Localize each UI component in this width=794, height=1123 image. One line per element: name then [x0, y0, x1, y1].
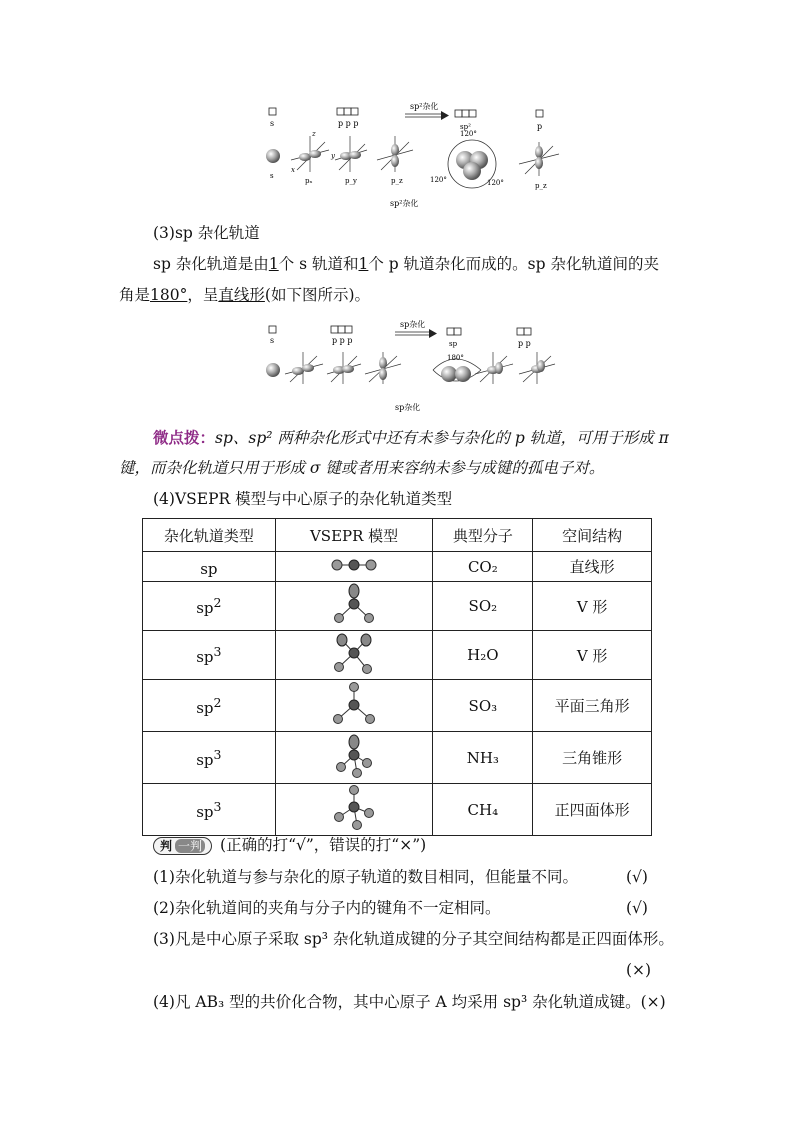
label-s-top: s: [270, 119, 275, 128]
model-trigonal-planar: [275, 680, 433, 732]
svg-text:y: y: [331, 152, 335, 160]
header-shape: 空间结构: [533, 519, 652, 552]
table-row: $sp^3$ H₂O V 形: [143, 631, 652, 680]
section4-heading: (4)VSEPR 模型与中心原子的杂化轨道类型: [153, 490, 453, 508]
model-tetrahedral-2lonepair: [275, 631, 433, 680]
model-trigonal-lonepair: [275, 582, 433, 631]
angle-left: 120°: [430, 176, 447, 184]
label-p: p: [537, 122, 543, 131]
tip-label: 微点拨：: [153, 429, 216, 447]
header-vsepr: VSEPR 模型: [275, 519, 433, 552]
judge-item-1: (1)杂化轨道与参与杂化的原子轨道的数目相同，但能量不同。: [153, 868, 578, 886]
svg-text:p p: p p: [518, 339, 531, 348]
judge-badge: 判 一判: [153, 837, 212, 855]
tip-line2: 键，而杂化轨道只用于形成 σ 键或者用来容纳未参与成键的孤电子对。: [119, 459, 605, 477]
judge-item-2: (2)杂化轨道间的夹角与分子内的键角不一定相同。: [153, 899, 501, 917]
svg-text:p_z: p_z: [391, 177, 403, 185]
svg-text:pₓ: pₓ: [305, 177, 313, 185]
judge-mark-2: (√): [626, 899, 648, 917]
svg-text:p_y: p_y: [345, 177, 357, 185]
section3-heading: (3)sp 杂化轨道: [153, 224, 260, 242]
table-header-row: [143, 519, 652, 552]
header-hybridization: 杂化轨道类型: [143, 519, 276, 552]
svg-text:s: s: [270, 172, 274, 180]
model-tetrahedral: [275, 784, 433, 836]
angle-right: 120°: [487, 179, 504, 187]
label-ppp: p p p: [338, 119, 359, 128]
svg-text:sp: sp: [449, 340, 458, 348]
table-row: $sp^2$ SO₃ 平面三角形: [143, 680, 652, 732]
section3-para-line1: sp 杂化轨道是由1个 s 轨道和1个 p 轨道杂化而成的。sp 杂化轨道间的夹: [153, 255, 659, 273]
svg-text:p_z: p_z: [535, 182, 547, 190]
judge-item-4: (4)凡 AB₃ 型的共价化合物，其中心原子 A 均采用 sp³ 杂化轨道成键。(×): [153, 993, 666, 1011]
arrow-label: sp²杂化: [410, 102, 439, 111]
judge-item-3: (3)凡是中心原子采取 sp³ 杂化轨道成键的分子其空间结构都是正四面体形。: [153, 930, 674, 948]
svg-text:sp杂化: sp杂化: [395, 403, 421, 412]
table-row: sp CO₂ 直线形: [143, 552, 652, 582]
judge-heading: 判 一判 (正确的打“√”，错误的打“×”): [153, 834, 426, 856]
section3-para-line2: 角是180°，呈直线形(如下图所示)。: [119, 286, 370, 304]
table-row: $sp^3$ CH₄ 正四面体形: [143, 784, 652, 836]
svg-text:z: z: [312, 130, 316, 138]
svg-text:p p p: p p p: [332, 336, 353, 345]
model-tetrahedral-1lonepair: [275, 732, 433, 784]
model-linear: [275, 552, 433, 582]
svg-text:s: s: [270, 336, 275, 345]
label-sp2: sp²: [460, 123, 471, 131]
sp-hybridization-figure: [255, 318, 575, 418]
svg-text:sp杂化: sp杂化: [400, 320, 426, 329]
svg-text:180°: 180°: [447, 354, 464, 362]
figure-caption: sp²杂化: [390, 199, 419, 208]
svg-text:x: x: [291, 166, 295, 174]
vsepr-table: [142, 518, 652, 836]
angle-top: 120°: [460, 130, 477, 138]
sp2-hybridization-figure: [255, 100, 575, 215]
table-row: $sp^3$ NH₃ 三角锥形: [143, 732, 652, 784]
tip-line1: 微点拨：sp、sp² 两种杂化形式中还有未参与杂化的 p 轨道，可用于形成 π: [153, 429, 669, 447]
judge-mark-3: (×): [626, 961, 652, 979]
judge-mark-1: (√): [626, 868, 648, 886]
table-row: $sp^2$ SO₂ V 形: [143, 582, 652, 631]
header-molecule: 典型分子: [433, 519, 533, 552]
